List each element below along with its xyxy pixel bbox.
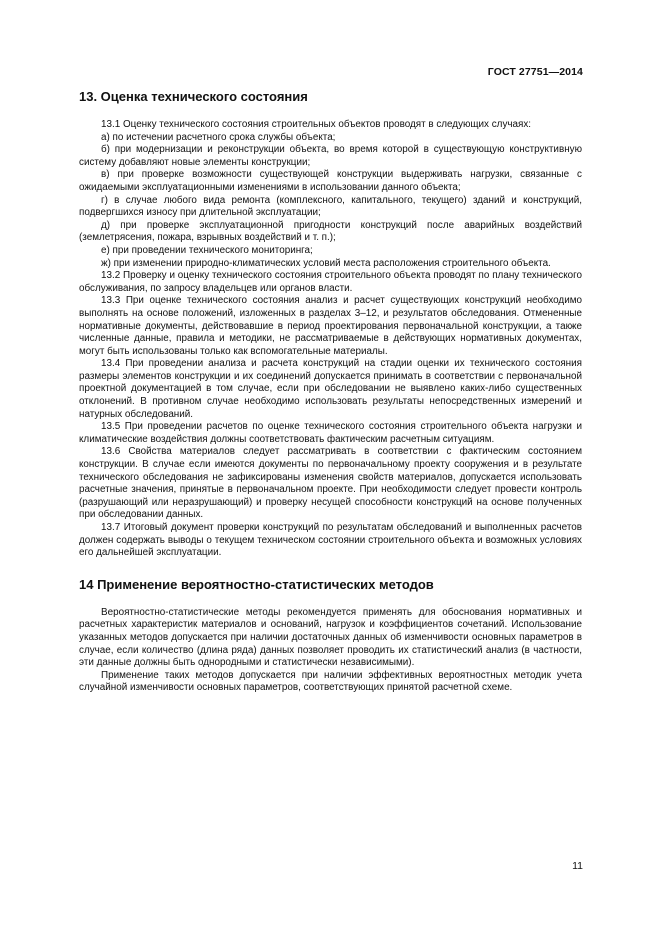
list-item-v: в) при проверке возможности существующей конструкции выдерживать нагрузки, связанные с ожидаемыми эксплуатационными изменениями в использовании данного объекта; [79, 169, 582, 193]
page-number: 11 [572, 860, 583, 872]
document-code: ГОСТ 27751—2014 [487, 66, 583, 78]
clause-13-2: 13.2 Проверку и оценку технического состояния строительного объекта проводят по плану технического обслуживания, по запросу владельцев или органов власти. [79, 270, 582, 294]
clause-13-5: 13.5 При проведении расчетов по оценке технического состояния строительного объекта нагрузки и климатические воздействия должны соответствовать фактическим расчетным ситуациям. [79, 421, 582, 445]
clause-13-7: 13.7 Итоговый документ проверки конструкций по результатам обследований и выполненных расчетов должен содержать выводы о текущем техническом состоянии строительного объекта и возможных условиях его дальнейшей эксплуатации. [79, 522, 582, 559]
clause-13-3: 13.3 При оценке технического состояния анализ и расчет существующих конструкций необходимо выполнять на основе положений, изложенных в разделах 3–12, и результатов обследования. Отмененные нормативные документы, действовавшие в период проектирования первоначальной конструкции, а также численные данные, правила и методики, не рассматриваемые в действующих нормативных документах, могут быть использованы только как вспомогательные материалы. [79, 295, 582, 357]
clause-13-6: 13.6 Свойства материалов следует рассматривать в соответствии с фактическим состоянием конструкции. В случае если имеются документы по первоначальному проекту сооружения и в результате технического обследования не зафиксированы изменения свойств материалов, допускается использовать расчетные значения, принятые в первоначальном проекте. При необходимости следует провести контроль (разрушающий или неразрушающий) и проверку несущей способности конструкций на основе полученных при обследовании данных. [79, 446, 582, 521]
list-item-b: б) при модернизации и реконструкции объекта, во время которой в существующую конструктивную систему добавляют новые элементы конструкции; [79, 144, 582, 168]
section-14-title: 14 Применение вероятностно-статистических методов [79, 576, 434, 592]
section-14-paragraph-2: Применение таких методов допускается при наличии эффективных вероятностных методик учета случайной изменчивости основных параметров, соответствующих принятой расчетной схеме. [79, 669, 582, 694]
list-item-d: д) при проверке эксплуатационной пригодности конструкций после аварийных воздействий (землетрясения, пожара, взрывных воздействий и т. п.); [79, 219, 582, 244]
page-content [79, 89, 582, 695]
list-item-e: е) при проведении технического мониторинга; [101, 244, 313, 256]
clause-13-4: 13.4 При проведении анализа и расчета конструкций на стадии оценки их технического состояния размеры элементов конструкции и их соединений допускается принимать в соответствии с первоначальной проектной документацией в том случае, если при обследовании не выявлено каких-либо существенных отклонений. В противном случае необходимо использовать результаты непосредственных измерений и натурных обследований. [79, 358, 582, 420]
section-13-title: 13. Оценка технического состояния [79, 89, 308, 104]
list-item-g: г) в случае любого вида ремонта (комплексного, капитального, текущего) зданий и конструкций, подвергшихся износу при длительной эксплуатации; [79, 194, 582, 219]
section-14-paragraph-1: Вероятностно-статистические методы рекомендуется применять для обоснования нормативных и расчетных характеристик материалов и оснований, нагрузок и коэффициентов сочетаний. Использование указанных методов допускается при наличии достаточных данных об изменчивости основных параметров в случае, если количество (длина ряда) данных позволяет проводить их статистический анализ (в частности, эти данные должны быть однородными и статистически независимыми). [79, 606, 582, 669]
list-item-zh: ж) при изменении природно-климатических условий места расположения строительного объекта. [101, 257, 551, 269]
list-item-a: а) по истечении расчетного срока службы объекта; [101, 131, 336, 143]
clause-13-1: 13.1 Оценку технического состояния строительных объектов проводят в следующих случаях: [101, 119, 532, 130]
